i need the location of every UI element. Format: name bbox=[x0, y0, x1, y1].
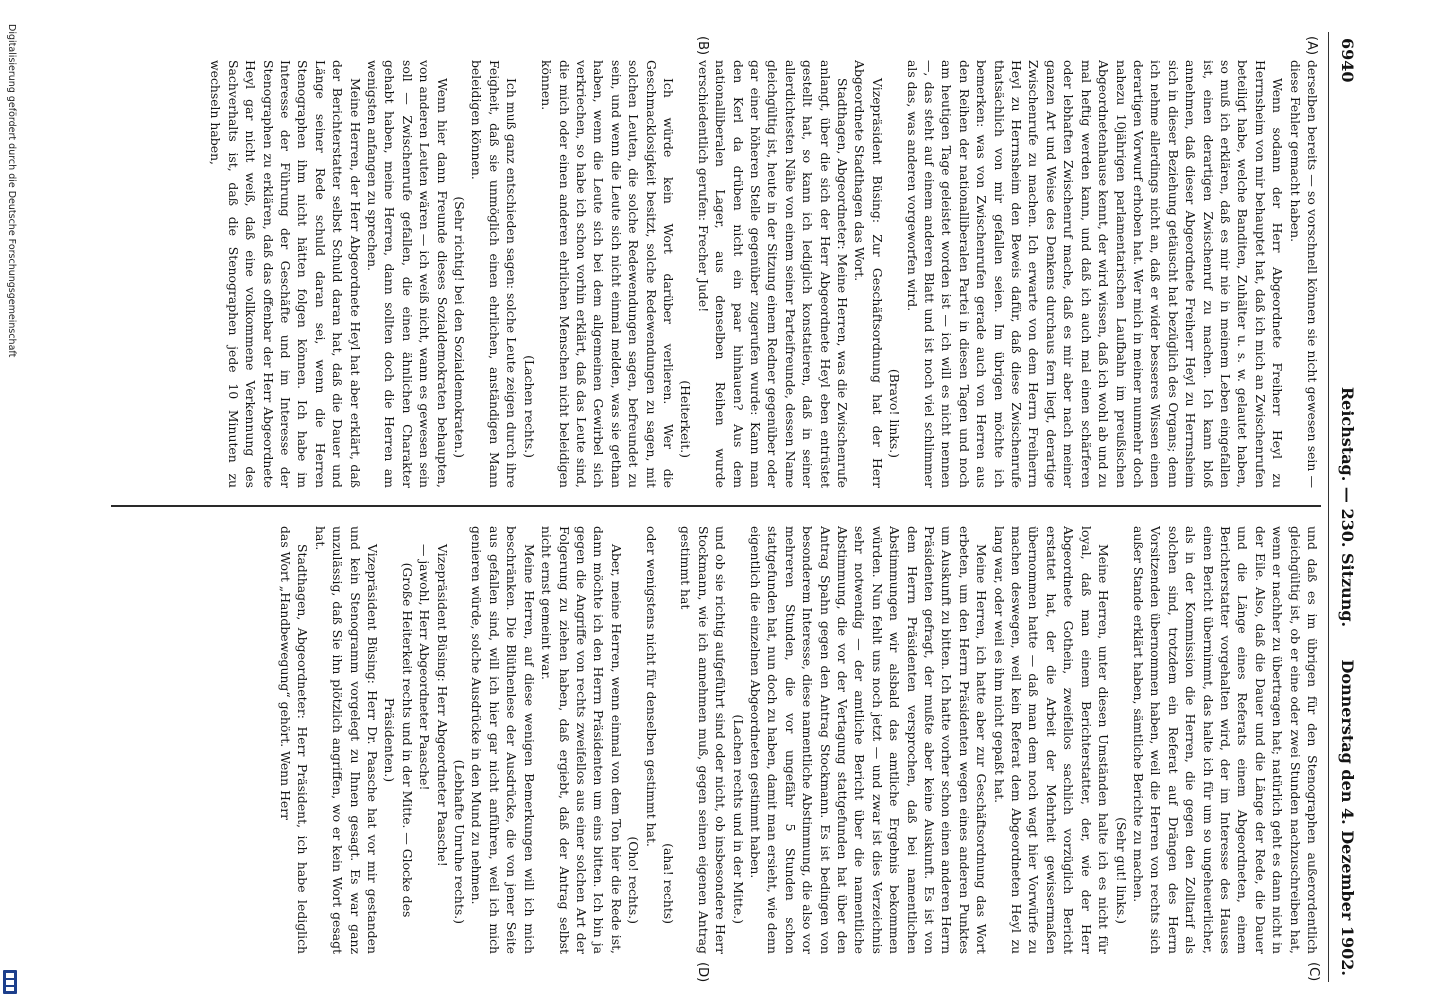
session-date: Donnerstag den 4. Dezember 1902. bbox=[1338, 659, 1357, 976]
interjection: (Sehr richtig! bei den Sozialdemokraten.) bbox=[452, 196, 468, 458]
interjection: (aha! rechts) bbox=[660, 843, 676, 924]
paragraph: — jawohl, Herr Abgeordneter Paasche! bbox=[417, 544, 433, 791]
interjection: (Bravo! links.) bbox=[887, 368, 903, 458]
page-number: 6940 bbox=[1338, 38, 1357, 83]
paragraph: oder wenigstens nicht für denselben gestimmt hat. bbox=[643, 526, 659, 847]
interjection: (Lebhafte Unruhe rechts.) bbox=[452, 759, 468, 924]
margin-marker-a: (A) bbox=[1304, 36, 1319, 56]
margin-marker-c: (C) bbox=[1306, 962, 1321, 982]
interjection: (Oho! rechts.) bbox=[626, 836, 642, 924]
speaker-paragraph: Stadthagen, Abgeordneter: Meine Herren, was die Zwischenrufe anlangt, über die sich der Herr Abgeordnete Heyl eben entrüstet gestellt hat, so kann ich lediglich konstatieren, daß in seiner allerdichtesten Nähe von einem seiner Parteifreunde, dessen Name gleichgültig ist, heute in der Sitzung einem Redner gegenüber oder gar einer höheren Stelle gegenüber zugerufen wurde: Kann man den Kerl da drüben nicht ein paar hinhauen? Aus dem nationalliberalen Lager, aus denselben Reihen wurde verschiedentlich gerufen: Frecher Jude! bbox=[695, 60, 851, 488]
margin-marker-b: (B) bbox=[695, 36, 710, 56]
interjection: (Lachen rechts.) bbox=[521, 355, 537, 458]
speaker-paragraph: Vizepräsident Büsing: Herr Abgeordneter Paasche! bbox=[434, 544, 450, 867]
speaker-paragraph: Stadthagen, Abgeordneter: Herr Präsident, ich habe lediglich das Wort „Handbewegung“ gehört. Wenn Herr bbox=[278, 526, 311, 954]
column-divider bbox=[111, 505, 1321, 507]
paragraph: und ob sie richtig aufgeführt sind oder nicht, ob insbesondere Herr Stockmann, wie ich annehmen muß, gegen seinen eigenen Antrag gestimmt hat bbox=[678, 526, 729, 954]
paragraph: Ich würde kein Wort darüber verlieren. Wer die Geschmacklosigkeit besitzt, solche Redewendungen zu sagen, mit solchen Leuten, die solche Redewendungen sagen, befreundet zu sein, und wenn die Leute sich nicht einmal melden, was sie gethan haben, wenn die Leute sich bei dem allgemeinen Gewirbel sich verkriechen, so habe ich schon vorhin erklärt, daß das Leute sind, die mich oder einen anderen ehrlichen Menschen nicht beleidigen können. bbox=[539, 60, 676, 488]
digitization-note-text: Digitalisierung gefördert durch die Deutsche Forschungsgemeinschaft bbox=[6, 24, 17, 358]
paragraph: Meine Herren, unter diesen Umständen halte ich es nicht für loyal, daß man einem Berichterstatter, der, wie der Herr Abgeordnete Gothein, zweifellos sachlich vorzüglich Bericht erstattet hat, der die Arbeit der Mehrheit gewissermaßen übernommen hatte — daß man dem noch wagt hier Vorwürfe zu machen deswegen, weil kein Referat dem Abgeordneten Heyl zu lang war, oder weil es ihm nicht gepaßt hat. bbox=[991, 526, 1112, 954]
paragraph: Wenn hier dann Freunde dieses Sozialdemokraten behaupten, von anderen Leuten wären — ich weiß nicht, wann es gewesen sein soll — Zwischenrufe gefallen, die einen ähnlichen Charakter gehabt haben, meine Herren, dann sollten doch die Herren am wenigsten anfangen zu sprechen. bbox=[365, 60, 450, 488]
interjection: (Heiterkeit.) bbox=[678, 380, 694, 458]
paragraph: Wenn sodann der Herr Abgeordnete Freiherr Heyl zu Herrnsheim von mir behauptet hat, daß ich mich an Zwischenrufen beteiligt habe, welche Banditen, Zuhälter u. s. w. gelautet haben, so muß ich erklären, daß es mir nie in meinem Leben eingefallen ist, einen derartigen Zwischenruf zu machen. Ich kann bloß annehmen, daß dieser Abgeordnete Freiherr Heyl zu Herrnsheim sich in dieser Beziehung getäuscht hat bezüglich des Organs; denn ich nehme allerdings nicht an, daß er wider besseres Wissen einen derartigen Vorwurf erhoben hat. Wer mich in meiner nunmehr doch nahezu 10jährigen parlamentarischen Laufbahn im preußischen Abgeordnetenhause kennt, der wird wissen, daß ich wohl ab und zu mal heftig werden kann, und daß ich auch mal einen schärferen oder lebhaften Zwischenruf mache, daß es mir aber nach meiner ganzen Art und Weise des Denkens durchaus fern liegt, derartige Zwischenrufe zu machen. Ich erwarte von dem Herrn Freiherrn Heyl zu Herrnsheim den Beweis dafür, daß diese Zwischenrufe thatsächlich von mir gefallen seien. Im übrigen möchte ich bemerken: was von Zwischenrufen gerade auch von Herren aus den Reihen der nationalliberalen Partei in diesen Tagen und noch am heutigen Tage geleistet worden ist — ich will es nicht nennen —, das steht auf einem anderen Blatt und ist noch viel schlimmer als das, was anderen vorgeworfen wird. bbox=[904, 60, 1286, 488]
running-title: Reichstag. — 230. Sitzung. bbox=[1338, 386, 1357, 628]
interjection: (Große Heiterkeit rechts und in der Mitte. — Glocke des Präsidenten.) bbox=[382, 562, 415, 918]
paragraph: Ich muß ganz entschieden sagen: solche Leute zeigen durch ihre Feigheit, daß sie unmöglich einen ehrlichen, anständigen Mann beleidigen können. bbox=[469, 60, 520, 488]
paragraph: derselben bereits — so vorschnell können sie nicht gewesen sein — diese Fehler gemacht haben. bbox=[1287, 60, 1320, 488]
margin-marker-d: (D) bbox=[695, 962, 710, 983]
paragraph: Meine Herren, ich hatte aber zur Geschäftsordnung das Wort erbeten, um den Herrn Präsidenten wegen eines anderen Punktes um Auskunft zu bitten. Ich hatte vorher schon einen anderen Herrn Präsidenten gefragt, der mußte aber keine Auskunft. Es ist von dem Herrn Präsidenten versprochen, daß bei namentlichen Abstimmungen wir alsbald das amtliche Ergebnis bekommen würden. Nun fehlt uns noch jetzt — und zwar ist dies Verzeichnis sehr notwendig — der amtliche Bericht über die namentliche Abstimmung, die vor der Vertagung stattgefunden hat über den Antrag Spahn gegen den Antrag Stockmann. Es ist bedingen von besonderem Interesse, diese namentliche Abstimmung, die also vor mehreren Stunden, die vor ungefähr 5 Stunden schon stattgefunden hat, nun doch zu haben, damit man ersieht, wie denn eigentlich die einzelnen Abgeordneten gestimmt haben. bbox=[748, 526, 990, 954]
dfg-logo bbox=[3, 970, 17, 994]
header-rule bbox=[1328, 32, 1329, 982]
paragraph: Meine Herren, der Herr Abgeordnete Heyl hat aber erklärt, daß der Berichterstatter selbst Schuld daran hat, daß die Dauer und Länge seiner Rede schuld daran sei, wenn die Herren Stenographen ihm nicht hätten folgen können. Ich habe im Interesse der Führung der Geschäfte und im Interesse der Stenographen zu erklären, daß das offenbar der Herr Abgeordnete Heyl gar nicht weiß, daß eine vollkommene Verkennung des Sachverhalts ist, daß die Stenographen jede 10 Minuten zu wechseln haben, bbox=[208, 60, 363, 488]
rotated-page bbox=[75, 32, 1365, 982]
left-column bbox=[86, 60, 1321, 488]
paragraph: Aber, meine Herren, wenn einmal von dem Ton hier die Rede ist, dann möchte ich den Herrn Präsidenten um eins bitten. Ich bin ja gegen die Angriffe von rechts zweifellos aus einer solchen Art der Folgerung zu ziehen haben, daß ergiebt, daß der Antrag selbst nicht ernst gemeint war. bbox=[539, 526, 624, 954]
interjection: (Sehr gut! links.) bbox=[1113, 817, 1129, 924]
interjection: (Lachen rechts und in der Mitte.) bbox=[730, 714, 746, 924]
speaker-paragraph: Vizepräsident Büsing: Herr Dr. Paasche hat vor mir gestanden und kein Stenogramm vorgelegt zu Ihnen gesagt. Es war ganz unzulässig, daß Sie ihn plötzlich angriffen, wo er kein Wort gesagt hat. bbox=[312, 526, 381, 954]
paragraph: und daß es im übrigen für den Stenographen außerordentlich gleichgültig ist, ob er eine oder zwei Stunden nachzuschreiben hat, wenn er nachher zu übertragen hat; natürlich geht es dann nicht in der Eile. Also, daß die Dauer und die Länge der Rede, die Dauer und die Länge eines Referats einem Abgeordneten, einem Berichterstatter vorgehalten wird, der im Interesse des Hauses einen Bericht übernimmt, das halte ich für um so ungeheuerlicher, als in der Kommission die Herren, die gegen den Zolltarif als solchen sind, trotzdem ein Referat auf Drängen des Herrn Vorsitzenden übernommen haben, weil die Herren von rechts sich außer Stande erklärt haben, sämtliche Berichte zu machen. bbox=[1130, 526, 1320, 954]
paragraph: Meine Herren, auf diese wenigen Bemerkungen will ich mich beschränken. Die Blüthenlese der Ausdrücke, die von jener Seite aus gefallen sind, will ich hier gar nicht anführen, weil ich mich genieren würde, solche Ausdrücke in den Mund zu nehmen. bbox=[469, 526, 537, 954]
digitization-note bbox=[4, 24, 22, 974]
speaker-paragraph: Vizepräsident Büsing: Zur Geschäftsordnung hat der Herr Abgeordnete Stadthagen das Wort. bbox=[852, 60, 885, 488]
right-column bbox=[86, 526, 1321, 954]
page-header bbox=[1325, 32, 1365, 982]
